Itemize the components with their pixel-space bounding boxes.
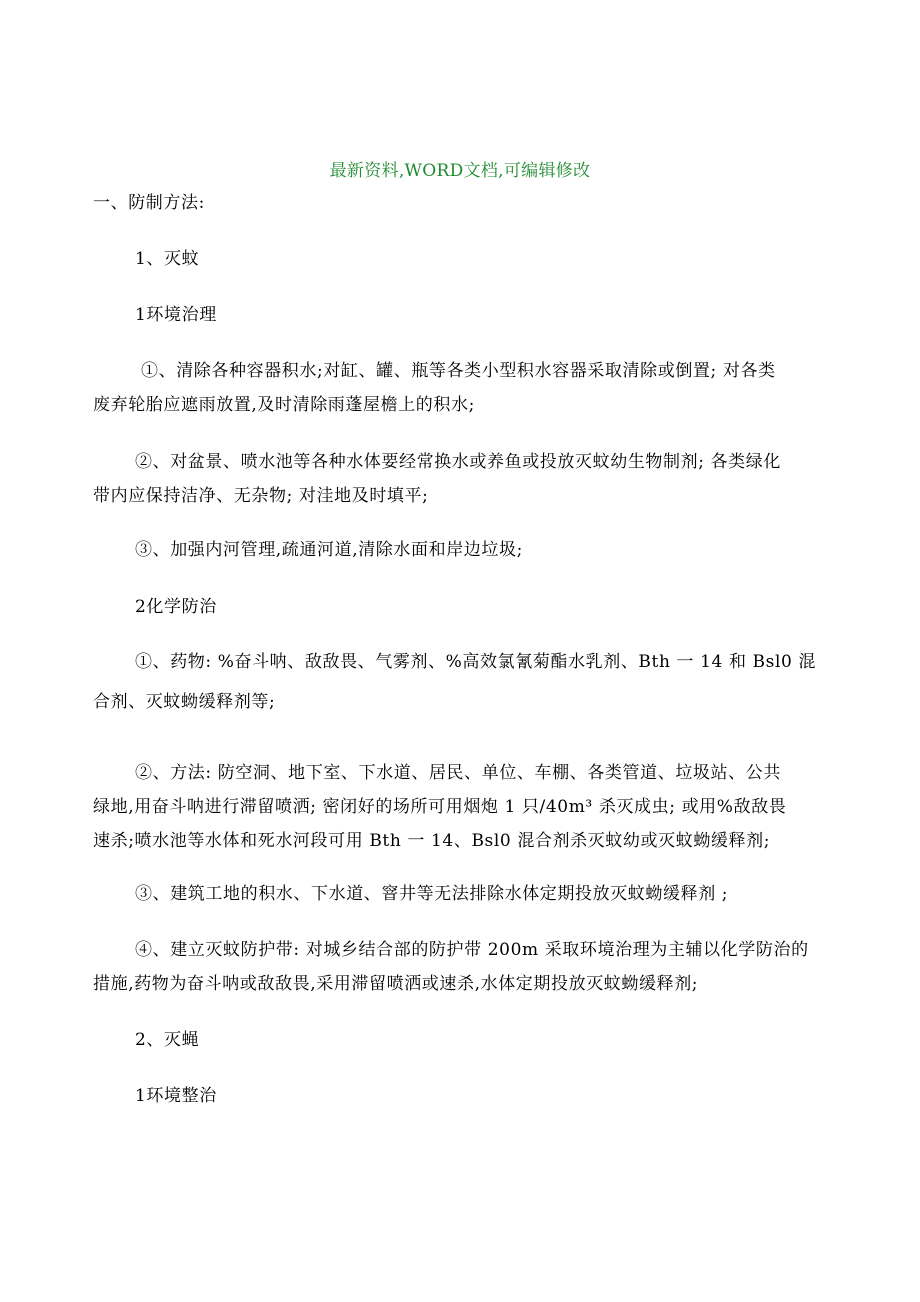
- heading-fly: 2、灭蝇: [135, 1030, 200, 1050]
- paragraph-line: 合剂、灭蚊蚴缓释剂等;: [93, 692, 276, 712]
- paragraph-chem-item-3: ③、建筑工地的积水、下水道、窨井等无法排除水体定期投放灭蚊蚴缓释剂 ;: [135, 884, 729, 904]
- paragraph-line: ①、清除各种容器积水;对缸、罐、瓶等各类小型积水容器采取清除或倒置; 对各类: [141, 361, 776, 381]
- paragraph-line: 速杀;喷水池等水体和死水河段可用 Bth 一 14、Bsl0 混合剂杀灭蚊幼或灭蚊蚴缓释剂;: [93, 831, 771, 851]
- paragraph-line: ④、建立灭蚊防护带: 对城乡结合部的防护带 200m 采取环境治理为主辅以化学防治的: [135, 940, 809, 960]
- section-title: 一、防制方法:: [93, 193, 205, 213]
- heading-chemical-control: 2化学防治: [135, 597, 217, 617]
- heading-env-treatment: 1环境治理: [135, 305, 217, 325]
- paragraph-line: ②、方法: 防空洞、地下室、下水道、居民、单位、车棚、各类管道、垃圾站、公共: [135, 763, 781, 783]
- paragraph-line: 绿地,用奋斗呐进行滞留喷洒; 密闭好的场所可用烟炮 1 只/40m³ 杀灭成虫; 或用%敌敌畏: [93, 797, 787, 817]
- paragraph-line: 措施,药物为奋斗呐或敌敌畏,采用滞留喷洒或速杀,水体定期投放灭蚊蚴缓释剂;: [93, 974, 699, 994]
- paragraph-line: ②、对盆景、喷水池等各种水体要经常换水或养鱼或投放灭蚊幼生物制剂; 各类绿化: [135, 452, 781, 472]
- paragraph-env-item-3: ③、加强内河管理,疏通河道,清除水面和岸边垃圾;: [135, 540, 523, 560]
- heading-fly-env: 1环境整治: [135, 1086, 217, 1106]
- paragraph-line: 带内应保持洁净、无杂物; 对洼地及时填平;: [93, 486, 429, 506]
- header-note: 最新资料,WORD文档,可编辑修改: [329, 161, 591, 181]
- paragraph-line: ①、药物: %奋斗呐、敌敌畏、气雾剂、%高效氯氰菊酯水乳剂、Bth 一 14 和 Bsl0 混: [135, 652, 817, 672]
- paragraph-line: 废弃轮胎应遮雨放置,及时清除雨蓬屋檐上的积水;: [93, 395, 475, 415]
- paragraph-env-item-2: [93, 445, 833, 513]
- heading-mosquito: 1、灭蚊: [135, 249, 200, 269]
- paragraph-chem-item-1: [93, 645, 833, 719]
- paragraph-chem-item-4: [93, 933, 833, 1001]
- paragraph-chem-item-2: [93, 756, 833, 858]
- paragraph-env-item-1: [93, 354, 833, 422]
